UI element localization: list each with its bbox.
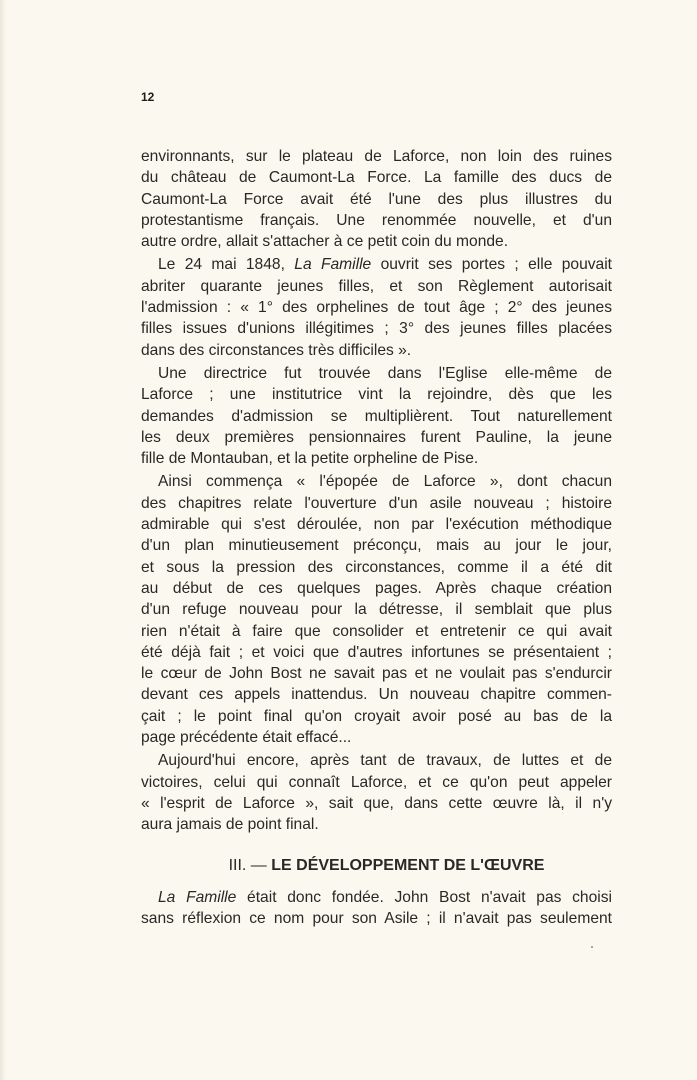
text-line: autre ordre, allait s'attacher à ce petit coin du monde. (141, 233, 509, 251)
text-line: sans réflexion ce nom pour son Asile ; il n'avait pas seulement (141, 909, 612, 927)
text-line: au début de ces quelques pages. Après chaque création (141, 579, 612, 597)
paragraph-2 (141, 254, 612, 360)
text-line: le cœur de John Bost ne savait pas et ne voulait pas s'endurcir (141, 665, 612, 683)
text-line: Aujourd'hui encore, après tant de travaux, de luttes et de (158, 752, 612, 770)
text-line: demandes d'admission se multiplièrent. Tout naturellement (141, 407, 612, 425)
text-line: l'admission : « 1° des orphelines de tout âge ; 2° des jeunes (141, 299, 612, 317)
text-run: Le 24 mai 1848, (158, 256, 295, 274)
text-line: aura jamais de point final. (141, 816, 319, 834)
page-number: 12 (141, 90, 155, 104)
text-line: filles issues d'unions illégitimes ; 3° des jeunes filles placées (141, 320, 612, 338)
text-line: admirable qui s'est déroulée, non par l'exécution méthodique (141, 516, 612, 534)
section-title: LE DÉVELOPPEMENT DE L'ŒUVRE (271, 856, 545, 874)
text-line: été déjà fait ; et voici que d'autres infortunes se présentaient ; (141, 643, 612, 661)
text-line: les deux premières pensionnaires furent Pauline, la jeune (141, 428, 612, 446)
text-line (141, 254, 612, 275)
text-line: çait ; le point final qu'on croyait avoir posé au bas de la (141, 707, 612, 725)
text-line: Une directrice fut trouvée dans l'Eglise elle-même de (158, 364, 612, 382)
text-line: Caumont-La Force avait été l'une des plus illustres du (141, 190, 612, 208)
text-line: d'un refuge nouveau pour la détresse, il semblait que plus (141, 601, 612, 619)
text-line: « l'esprit de Laforce », sait que, dans cette œuvre là, il n'y (141, 794, 612, 812)
text-line: d'un plan minutieusement préconçu, mais au jour le jour, (141, 537, 612, 555)
text-line: victoires, celui qui connaît Laforce, et ce qu'on peut appeler (141, 773, 612, 791)
paragraph-4 (141, 471, 612, 748)
text-line: Laforce ; une institutrice vint la rejoindre, dès que les (141, 386, 612, 404)
text-line: des chapitres relate l'ouverture d'un asile nouveau ; histoire (141, 494, 612, 512)
text-run: ouvrit ses portes ; elle pouvait (371, 256, 613, 274)
text-line: abriter quarante jeunes filles, et son Règlement autorisait (141, 277, 612, 295)
paragraph-3 (141, 363, 612, 469)
text-run: était donc fondée. John Bost n'avait pas choisi (236, 888, 613, 906)
body-text (141, 146, 612, 929)
text-line: page précédente était effacé... (141, 729, 352, 747)
section-heading (141, 855, 612, 877)
text-line (141, 887, 612, 908)
text-line: dans des circonstances très difficiles ». (141, 341, 412, 359)
text-line: fille de Montauban, et la petite orpheline de Pise. (141, 450, 479, 468)
page-edge-shadow (0, 0, 6, 1080)
italic-title: La Famille (158, 888, 237, 906)
text-line: rien n'était à faire que consolider et entretenir ce qui avait (141, 622, 612, 640)
paper-speck (591, 946, 593, 948)
section-paragraph (141, 887, 612, 930)
text-line: et sous la pression des circonstances, comme il a été dit (141, 558, 612, 576)
text-line: environnants, sur le plateau de Laforce, non loin des ruines (141, 148, 612, 165)
paragraph-1 (141, 146, 612, 252)
italic-title: La Famille (294, 256, 372, 274)
text-line: du château de Caumont-La Force. La famille des ducs de (141, 169, 612, 187)
text-line: Ainsi commença « l'épopée de Laforce », dont chacun (158, 473, 612, 491)
section-number: III. — (228, 856, 272, 874)
paragraph-5 (141, 750, 612, 835)
text-line: devant ces appels inattendus. Un nouveau chapitre commen- (141, 686, 612, 704)
text-line: protestantisme français. Une renommée nouvelle, et d'un (141, 211, 612, 229)
